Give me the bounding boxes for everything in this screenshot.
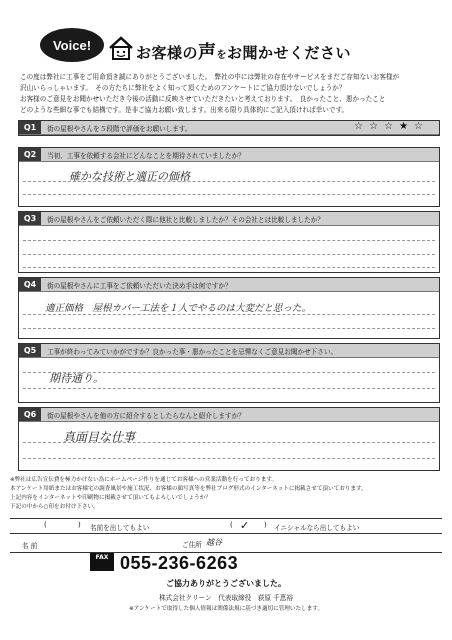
paren-open: ( bbox=[230, 521, 233, 529]
question-text: 街の屋根やさんに工事をご依頼いただいた決め手は何ですか？ bbox=[47, 282, 232, 290]
question-4 bbox=[18, 277, 440, 339]
address-label: ご住所 bbox=[182, 541, 202, 549]
answer-line bbox=[23, 254, 435, 255]
name-address-row bbox=[10, 534, 442, 553]
answer-text[interactable]: 適正価格 屋根カバー工法を１人でやるのは大変だと思った。 bbox=[45, 303, 312, 314]
question-1 bbox=[18, 120, 440, 136]
answer-line bbox=[23, 458, 435, 459]
fax-number: 055-236-6263 bbox=[120, 553, 239, 573]
intro-line: お客様のご意見をお聞かせいただき今後の活動に反映させていただきたいと考えております。 良かったこと、悪かったこと bbox=[20, 95, 386, 103]
company-text: 株式会社クリーン 代表取締役 荻原 千恵裕 bbox=[159, 594, 293, 602]
question-2 bbox=[18, 147, 440, 207]
title-part2: お聞かせください bbox=[227, 44, 352, 62]
question-5 bbox=[18, 343, 440, 403]
question-3 bbox=[18, 211, 440, 273]
address-value[interactable]: 越谷 bbox=[206, 538, 222, 547]
answer-line bbox=[23, 267, 435, 268]
house-icon bbox=[108, 36, 134, 60]
answer-line bbox=[23, 314, 435, 315]
question-header bbox=[19, 408, 439, 422]
consent-row bbox=[10, 518, 442, 534]
answer-line bbox=[23, 442, 435, 443]
title-part1: お客様の bbox=[136, 44, 199, 62]
privacy-text: ※アンケートで取得した個人情報は関係法規に基づき適切に管理いたします。 bbox=[128, 606, 324, 612]
title-small: を bbox=[216, 50, 228, 61]
question-number: Q5 bbox=[19, 344, 41, 357]
answer-text[interactable]: 真面目な仕事 bbox=[63, 430, 136, 444]
option-name-ok[interactable]: 名前を出してもよい bbox=[90, 524, 150, 532]
answer-line bbox=[23, 328, 435, 329]
check-mark: ✓ bbox=[240, 519, 250, 532]
question-number: Q6 bbox=[19, 408, 41, 421]
question-text: 街の屋根やさんを５段階で評価をお願いします。 bbox=[47, 125, 192, 133]
notes bbox=[10, 476, 450, 512]
question-text: 当初、工事を依頼する会社にどんなことを期待されていましたか？ bbox=[47, 152, 245, 160]
question-number: Q3 bbox=[19, 212, 41, 225]
intro-line: 沢山いらっしゃいます。 その方たちに弊社をよく知って頂くためのアンケートにご協力頂けないでしょうか？ bbox=[20, 84, 346, 92]
answer-line bbox=[23, 240, 435, 241]
intro-line: この度は弊社に工事をご用命頂き誠にありがとうございました。 弊社の中には弊社の存在やサービスをまだご存知ないお客様が bbox=[20, 73, 400, 81]
intro-line: どのような些細な事でも結構です。是非ご協力お願い致します。出来る限り具体的にご記入頂ければ幸いです。 bbox=[20, 106, 349, 114]
question-header bbox=[19, 212, 439, 226]
question-header bbox=[19, 344, 439, 358]
page-title bbox=[136, 38, 351, 64]
answer-line bbox=[23, 181, 435, 182]
answer-line bbox=[23, 194, 435, 195]
note-line: 上記内容をインターネットや印刷物に掲載させて頂いてもよろしいでしょうか？ bbox=[10, 495, 211, 501]
question-number: Q1 bbox=[19, 121, 41, 134]
header bbox=[40, 18, 420, 70]
question-text: 街の屋根やさんを他の方に紹介するとしたらなんと紹介しますか？ bbox=[47, 412, 245, 420]
question-header bbox=[19, 148, 439, 162]
note-line: 本アンケート用紙またはお客様宅の調査風景や施工状況、お客様の顔写真等を弊社ブログ形式のインターネットに掲載させて頂いております。 bbox=[10, 486, 367, 492]
question-header bbox=[19, 121, 439, 135]
intro-text bbox=[20, 72, 440, 116]
title-big: 声 bbox=[198, 42, 217, 63]
paren-close: ) bbox=[264, 521, 267, 529]
option-initial-ok[interactable]: イニシャルなら出してもよい bbox=[274, 524, 360, 532]
question-number: Q4 bbox=[19, 278, 41, 291]
answer-text[interactable]: 確かな技術と適正の価格 bbox=[69, 170, 190, 183]
paren-open: ( bbox=[44, 521, 47, 529]
question-number: Q2 bbox=[19, 148, 41, 161]
question-text: 工事が終わってみていかがですか？良かった事・悪かったことを忌憚なくご意見お聞かせ下さい。 bbox=[47, 348, 338, 356]
name-label: 名 前 bbox=[22, 542, 38, 550]
fax-icon: FAX bbox=[90, 553, 114, 571]
question-text: 街の屋根やさんをご依頼いただく際に他社と比較しましたか？その会社とは比較しましたか？ bbox=[47, 216, 324, 224]
voice-badge: Voice! bbox=[40, 28, 104, 62]
note-line: 下記の中から○印をお付け下さい。 bbox=[10, 504, 99, 510]
paren-close: ) bbox=[78, 521, 81, 529]
question-header bbox=[19, 278, 439, 292]
answer-line bbox=[23, 372, 435, 373]
note-line: ※弊社は広告宣伝費を極力かけない為にホームページ作りを通じてお客様への営業活動を行っております。 bbox=[10, 477, 278, 483]
star-rating[interactable]: ☆☆☆★☆ bbox=[354, 121, 429, 132]
answer-text[interactable]: 期待通り。 bbox=[49, 372, 104, 385]
question-6 bbox=[18, 407, 440, 471]
answer-line bbox=[23, 388, 435, 389]
thanks-text: ご協力ありがとうございました。 bbox=[166, 579, 286, 588]
